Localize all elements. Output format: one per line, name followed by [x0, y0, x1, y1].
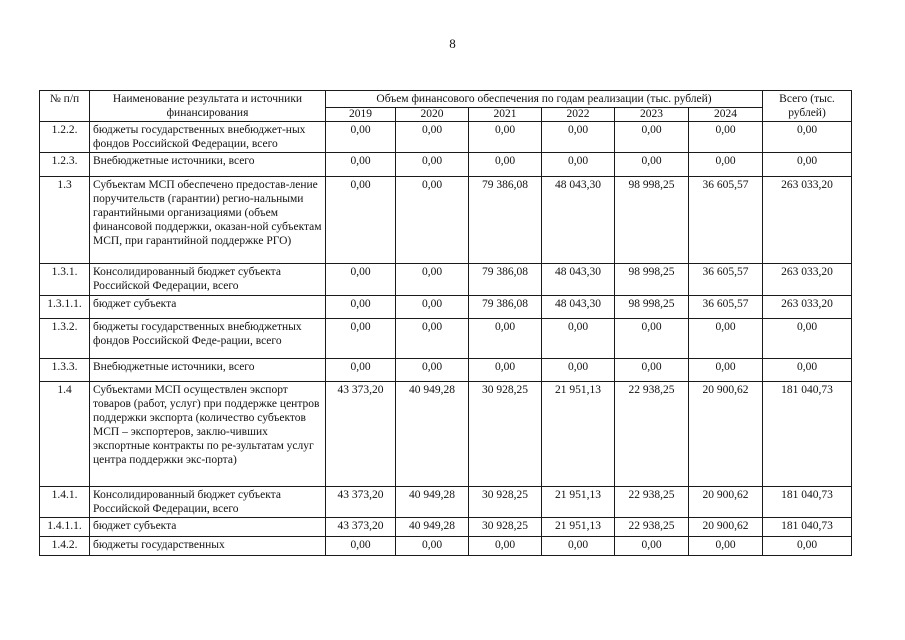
row-value: 40 949,28: [396, 487, 469, 518]
row-name: бюджеты государственных внебюджетных фондов Российской Феде-рации, всего: [90, 319, 326, 359]
row-value: 0,00: [469, 359, 542, 382]
row-name: бюджет субъекта: [90, 296, 326, 319]
row-code: 1.3: [40, 177, 90, 264]
row-value: 0,00: [542, 359, 615, 382]
row-value: 0,00: [615, 537, 689, 556]
row-value: 22 938,25: [615, 518, 689, 537]
header-year: 2023: [615, 108, 689, 122]
row-value: 20 900,62: [689, 487, 763, 518]
row-value: 43 373,20: [326, 487, 396, 518]
row-value: 20 900,62: [689, 518, 763, 537]
row-code: 1.3.3.: [40, 359, 90, 382]
row-value: 21 951,13: [542, 487, 615, 518]
row-value: 0,00: [326, 153, 396, 177]
header-num: № п/п: [40, 91, 90, 122]
row-value: 0,00: [615, 122, 689, 153]
row-value: 0,00: [396, 122, 469, 153]
header-year: 2019: [326, 108, 396, 122]
table-body: [40, 122, 852, 556]
row-code: 1.4.1.1.: [40, 518, 90, 537]
row-value: 0,00: [542, 319, 615, 359]
row-value: 36 605,57: [689, 177, 763, 264]
row-name: Субъектами МСП осуществлен экспорт товаров (работ, услуг) при поддержке центров поддержки экспорта (количество субъектов МСП – экспортеров, заклю-чивших экспортные контракты по ре-зультатам услуг центра поддержки экс-порта): [90, 382, 326, 487]
table-row: [40, 296, 852, 319]
row-value: 30 928,25: [469, 487, 542, 518]
row-value: 98 998,25: [615, 296, 689, 319]
row-value: 40 949,28: [396, 518, 469, 537]
table-row: [40, 359, 852, 382]
page-number: 8: [449, 36, 456, 51]
row-value: 0,00: [615, 153, 689, 177]
row-name: бюджеты государственных: [90, 537, 326, 556]
row-value: 22 938,25: [615, 487, 689, 518]
row-value: 0,00: [326, 177, 396, 264]
header-year: 2024: [689, 108, 763, 122]
row-total: 0,00: [763, 537, 852, 556]
row-value: 43 373,20: [326, 518, 396, 537]
row-code: 1.3.2.: [40, 319, 90, 359]
row-value: 0,00: [542, 537, 615, 556]
row-value: 36 605,57: [689, 264, 763, 296]
row-value: 30 928,25: [469, 382, 542, 487]
row-value: 0,00: [396, 153, 469, 177]
row-value: 0,00: [396, 319, 469, 359]
table-row: [40, 319, 852, 359]
row-value: 0,00: [396, 296, 469, 319]
row-value: 0,00: [469, 153, 542, 177]
row-total: 181 040,73: [763, 518, 852, 537]
row-total: 181 040,73: [763, 382, 852, 487]
row-value: 40 949,28: [396, 382, 469, 487]
row-total: 0,00: [763, 319, 852, 359]
table-row: [40, 382, 852, 487]
row-value: 0,00: [396, 264, 469, 296]
row-value: 0,00: [326, 359, 396, 382]
row-code: 1.3.1.1.: [40, 296, 90, 319]
row-code: 1.4.2.: [40, 537, 90, 556]
row-value: 79 386,08: [469, 264, 542, 296]
row-value: 79 386,08: [469, 177, 542, 264]
row-value: 0,00: [469, 122, 542, 153]
row-value: 0,00: [326, 122, 396, 153]
row-value: 21 951,13: [542, 518, 615, 537]
row-name: бюджет субъекта: [90, 518, 326, 537]
header-total: Всего (тыс. рублей): [763, 91, 852, 122]
financing-table: [39, 90, 852, 556]
row-name: бюджеты государственных внебюджет-ных фондов Российской Федерации, всего: [90, 122, 326, 153]
row-value: 98 998,25: [615, 177, 689, 264]
row-value: 36 605,57: [689, 296, 763, 319]
row-code: 1.2.3.: [40, 153, 90, 177]
row-total: 263 033,20: [763, 264, 852, 296]
row-total: 263 033,20: [763, 177, 852, 264]
row-value: 0,00: [689, 153, 763, 177]
row-code: 1.4: [40, 382, 90, 487]
row-value: 0,00: [542, 153, 615, 177]
header-year: 2021: [469, 108, 542, 122]
row-value: 0,00: [326, 319, 396, 359]
table-row: [40, 122, 852, 153]
row-value: 0,00: [689, 319, 763, 359]
row-value: 30 928,25: [469, 518, 542, 537]
row-value: 22 938,25: [615, 382, 689, 487]
header-years-group: Объем финансового обеспечения по годам реализации (тыс. рублей): [326, 91, 763, 108]
table-row: [40, 487, 852, 518]
table-row: [40, 177, 852, 264]
row-value: 0,00: [689, 359, 763, 382]
row-value: 0,00: [326, 296, 396, 319]
row-code: 1.3.1.: [40, 264, 90, 296]
row-total: 263 033,20: [763, 296, 852, 319]
row-value: 48 043,30: [542, 264, 615, 296]
row-total: 181 040,73: [763, 487, 852, 518]
row-value: 0,00: [396, 537, 469, 556]
header-year: 2020: [396, 108, 469, 122]
row-total: 0,00: [763, 122, 852, 153]
row-code: 1.4.1.: [40, 487, 90, 518]
row-code: 1.2.2.: [40, 122, 90, 153]
table-header: [40, 91, 852, 122]
row-value: 79 386,08: [469, 296, 542, 319]
table-row: [40, 518, 852, 537]
table-row: [40, 537, 852, 556]
row-value: 0,00: [689, 122, 763, 153]
row-value: 98 998,25: [615, 264, 689, 296]
row-value: 0,00: [396, 177, 469, 264]
row-value: 0,00: [326, 537, 396, 556]
table-row: [40, 264, 852, 296]
row-name: Консолидированный бюджет субъекта Российской Федерации, всего: [90, 487, 326, 518]
row-value: 0,00: [326, 264, 396, 296]
row-value: 21 951,13: [542, 382, 615, 487]
row-total: 0,00: [763, 359, 852, 382]
table-row: [40, 153, 852, 177]
header-name: Наименование результата и источники финансирования: [90, 91, 326, 122]
row-value: 48 043,30: [542, 177, 615, 264]
row-value: 0,00: [396, 359, 469, 382]
row-total: 0,00: [763, 153, 852, 177]
row-name: Внебюджетные источники, всего: [90, 153, 326, 177]
row-value: 48 043,30: [542, 296, 615, 319]
row-value: 20 900,62: [689, 382, 763, 487]
row-value: 0,00: [469, 319, 542, 359]
row-value: 0,00: [615, 319, 689, 359]
row-name: Внебюджетные источники, всего: [90, 359, 326, 382]
row-name: Консолидированный бюджет субъекта Российской Федерации, всего: [90, 264, 326, 296]
row-value: 0,00: [469, 537, 542, 556]
row-value: 0,00: [689, 537, 763, 556]
row-value: 0,00: [542, 122, 615, 153]
row-value: 0,00: [615, 359, 689, 382]
row-name: Субъектам МСП обеспечено предостав-ление поручительств (гарантии) регио-нальными гарантийными организациями (объем финансовой поддержки, оказан-ной субъектам МСП, при гарантийной поддержке РГО): [90, 177, 326, 264]
row-value: 43 373,20: [326, 382, 396, 487]
header-year: 2022: [542, 108, 615, 122]
